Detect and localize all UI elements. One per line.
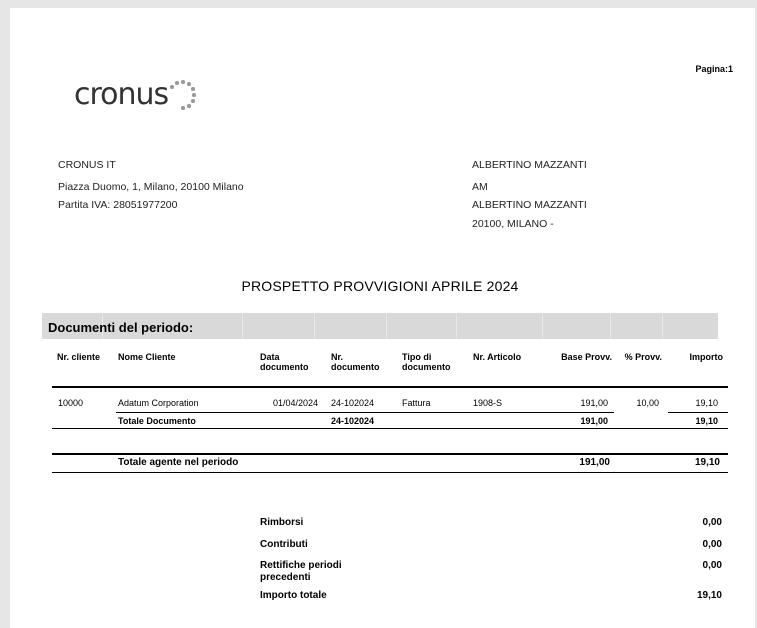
- subtotal-divider-right: [668, 412, 728, 413]
- contributi-value: 0,00: [702, 539, 722, 550]
- totale-documento-nr: 24-102024: [331, 416, 375, 426]
- totale-agente-label: Totale agente nel periodo: [118, 457, 239, 468]
- contributi-label: Contributi: [260, 539, 308, 550]
- agent-line-2: AM: [472, 181, 488, 193]
- subtotal-divider-left: [116, 412, 614, 413]
- rettifiche-value: 0,00: [702, 560, 722, 571]
- col-importo: Importo: [689, 352, 723, 362]
- cell-nr-documento: 24-102024: [331, 398, 375, 408]
- col-data-documento: Data documento: [260, 352, 309, 373]
- agent-line-3: ALBERTINO MAZZANTI: [472, 199, 587, 211]
- row-bottom-divider: [52, 428, 728, 429]
- totale-documento-label: Totale Documento: [118, 416, 196, 426]
- rettifiche-label: Rettifiche periodi precedenti: [260, 560, 342, 583]
- col-base-provv: Base Provv.: [561, 352, 612, 362]
- col-nr-articolo: Nr. Articolo: [473, 352, 522, 362]
- logo-wordmark: cronus: [74, 77, 169, 112]
- company-name: CRONUS IT: [58, 159, 116, 171]
- totale-documento-importo: 19,10: [695, 416, 718, 426]
- rimborsi-label: Rimborsi: [260, 517, 304, 528]
- cell-data-documento: 01/04/2024: [272, 398, 318, 408]
- agent-total-divider: [52, 453, 728, 455]
- rimborsi-value: 0,00: [702, 517, 722, 528]
- col-tipo-documento: Tipo di documento: [402, 352, 451, 373]
- col-perc-provv: % Provv.: [624, 352, 662, 362]
- cell-importo: 19,10: [695, 398, 718, 408]
- agent-line-4: 20100, MILANO -: [472, 218, 554, 230]
- totale-documento-base: 191,00: [580, 416, 608, 426]
- cell-nome-cliente: Adatum Corporation: [118, 398, 199, 408]
- importo-totale-value: 19,10: [696, 590, 722, 601]
- cell-tipo-documento: Fattura: [402, 398, 431, 408]
- company-vat: Partita IVA: 28051977200: [58, 199, 178, 211]
- header-divider: [52, 386, 728, 388]
- col-nr-cliente: Nr. cliente: [57, 352, 101, 362]
- report-title: PROSPETTO PROVVIGIONI APRILE 2024: [241, 278, 519, 294]
- cell-base-provv: 191,00: [580, 398, 608, 408]
- company-address: Piazza Duomo, 1, Milano, 20100 Milano: [58, 181, 244, 193]
- importo-totale-label: Importo totale: [260, 590, 327, 601]
- cell-nr-cliente: 10000: [58, 398, 84, 408]
- col-nr-documento: Nr. documento: [331, 352, 380, 373]
- page-number: Pagina:1: [695, 64, 733, 74]
- cronus-logo: [74, 75, 214, 115]
- cell-perc-provv: 10,00: [636, 398, 659, 408]
- agent-line-1: ALBERTINO MAZZANTI: [472, 159, 587, 171]
- cell-nr-articolo: 1908-S: [473, 398, 503, 408]
- totale-agente-base: 191,00: [579, 457, 610, 468]
- col-nome-cliente: Nome Cliente: [118, 352, 176, 362]
- section-title: Documenti del periodo:: [48, 320, 194, 335]
- totale-agente-importo: 19,10: [694, 457, 720, 468]
- agent-total-bottom-divider: [52, 472, 728, 473]
